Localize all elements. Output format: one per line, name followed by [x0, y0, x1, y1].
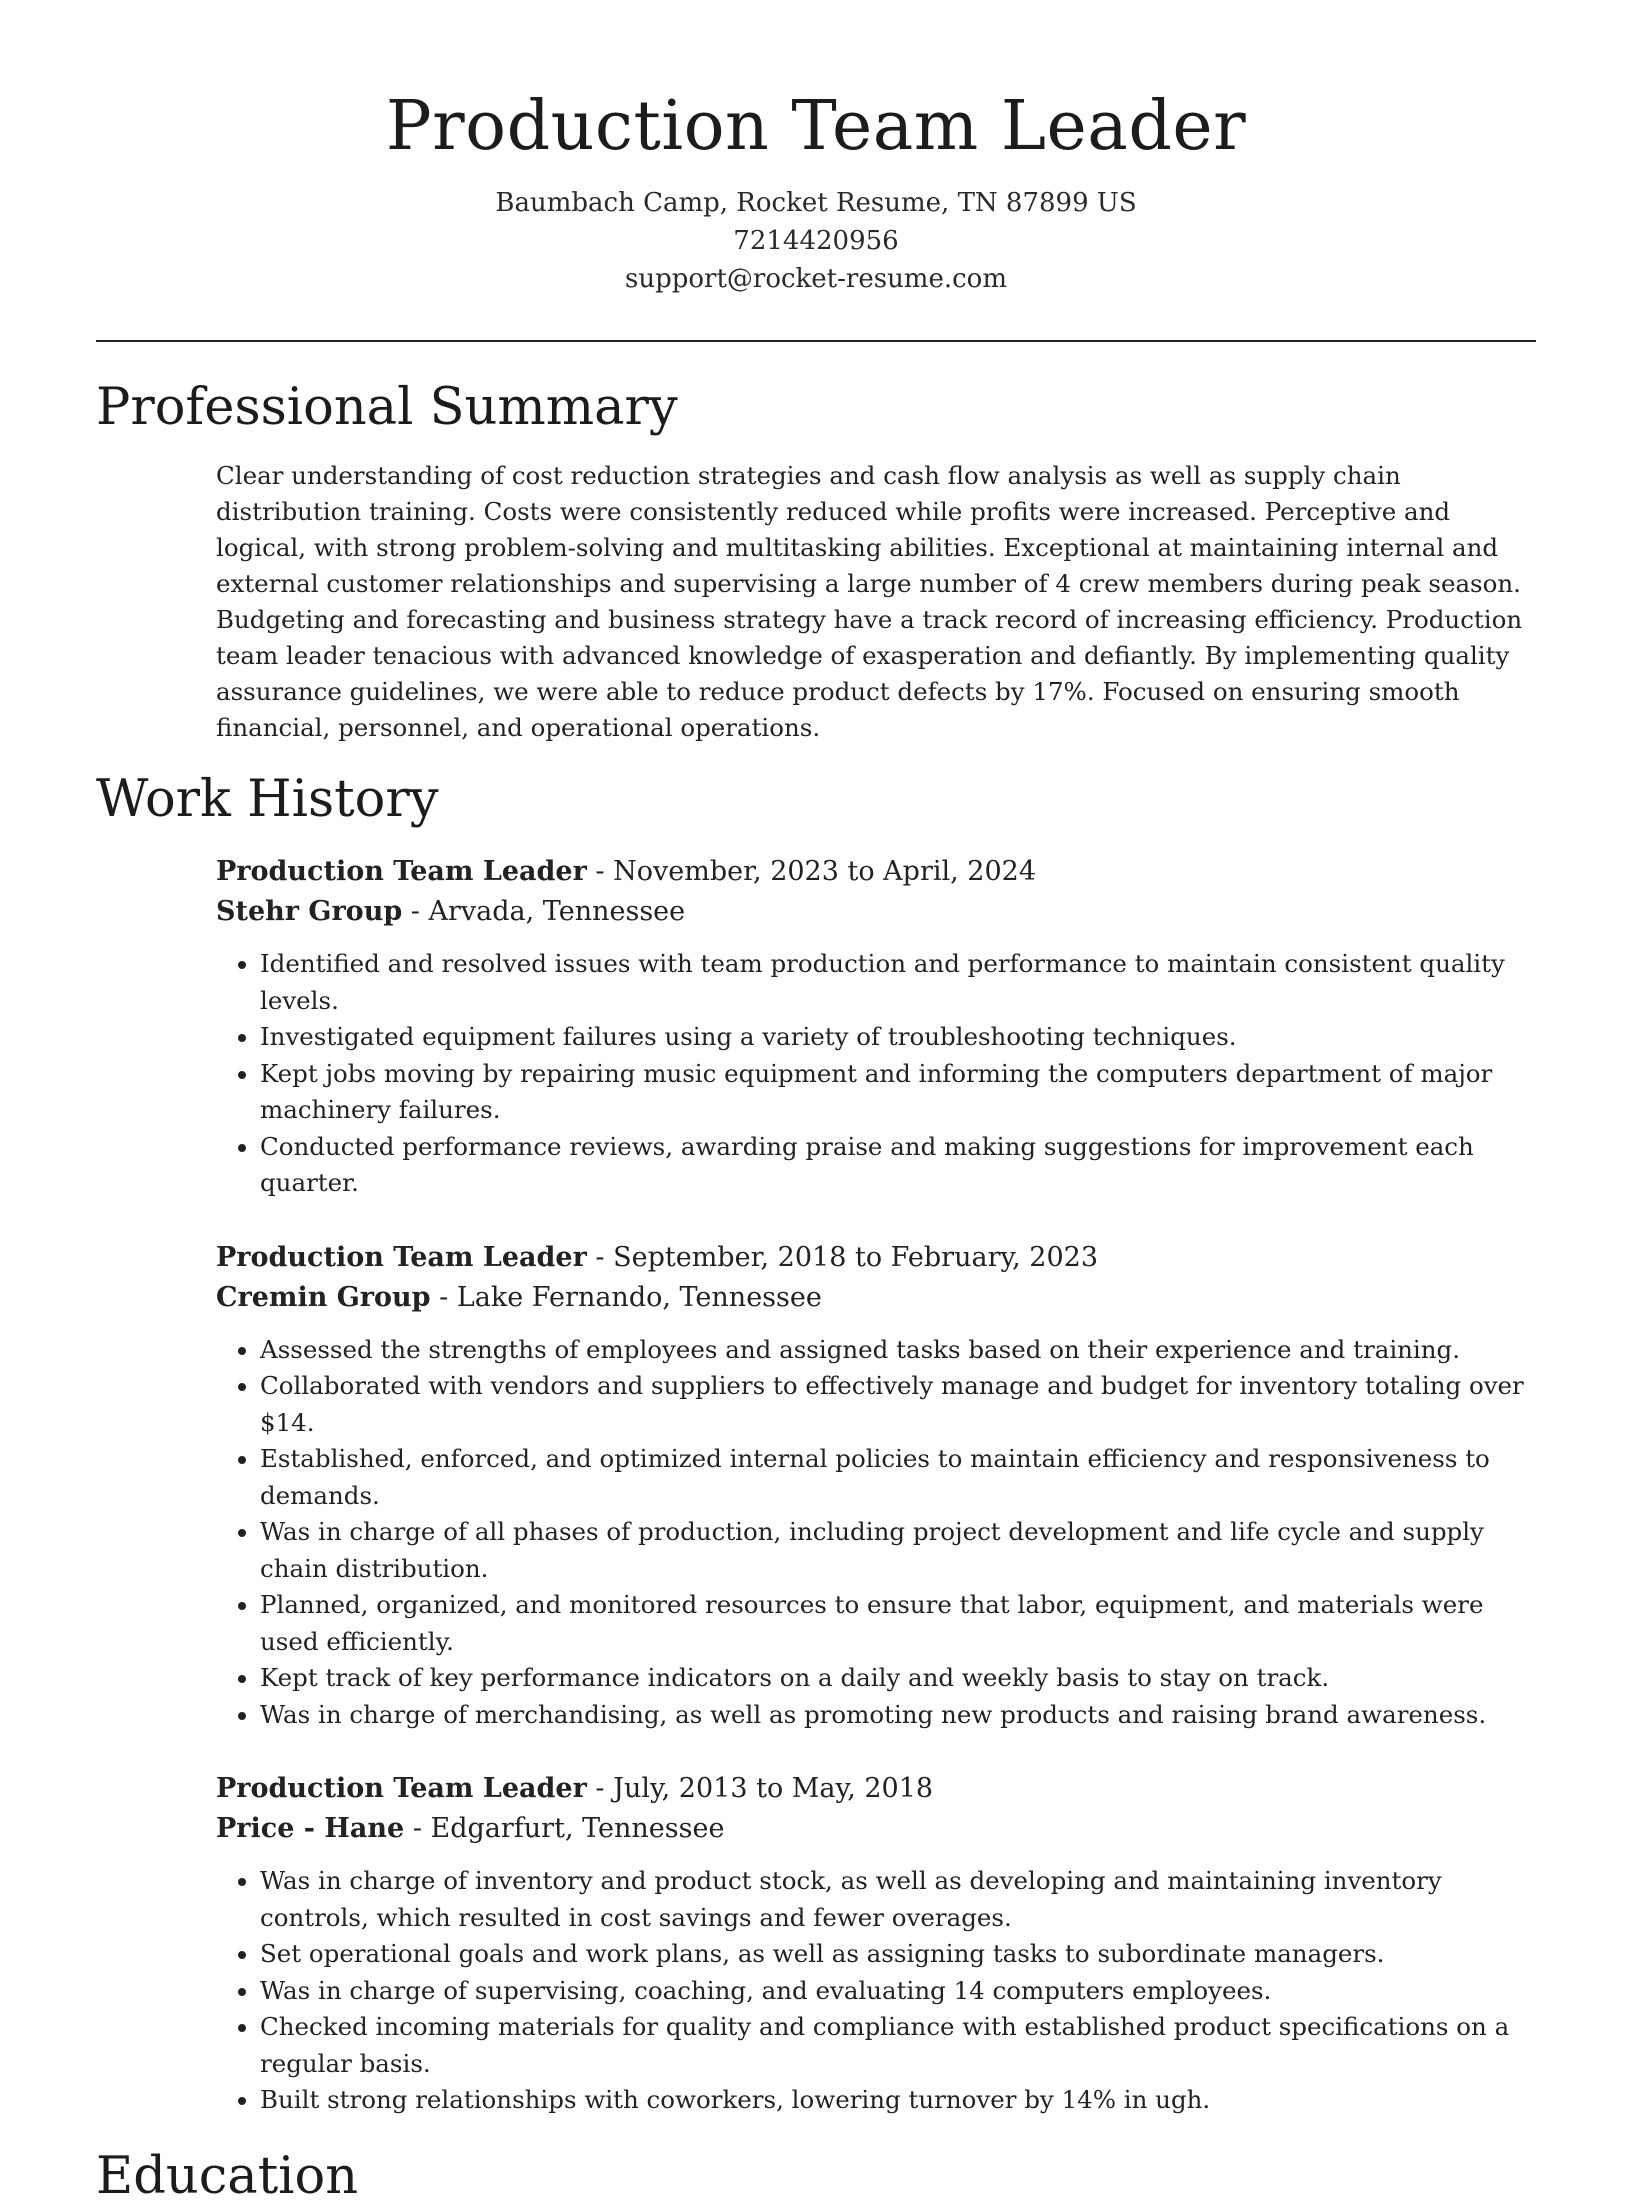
job-location: - Arvada, Tennessee	[402, 896, 686, 927]
job-entry	[216, 1238, 1536, 1734]
contact-block	[96, 184, 1536, 298]
job-company: Stehr Group	[216, 896, 403, 927]
job-role: Production Team Leader	[216, 856, 587, 887]
list-item: • Was in charge of all phases of production, including project development and life cycle and supply chain distribution.	[260, 1514, 1536, 1587]
work-history-list	[216, 852, 1536, 2119]
list-item: • Kept track of key performance indicators on a daily and weekly basis to stay on track.	[260, 1660, 1536, 1697]
resume-header	[96, 0, 1536, 298]
list-item: • Set operational goals and work plans, as well as assigning tasks to subordinate managers.	[260, 1936, 1536, 1973]
list-item: • Built strong relationships with coworkers, lowering turnover by 14% in ugh.	[260, 2082, 1536, 2119]
job-company-line	[216, 1809, 1536, 1849]
job-entry	[216, 852, 1536, 1202]
job-location: - Edgarfurt, Tennessee	[404, 1813, 725, 1844]
job-dates: - September, 2018 to February, 2023	[586, 1241, 1099, 1273]
job-role: Production Team Leader	[216, 1241, 587, 1273]
list-item: • Established, enforced, and optimized internal policies to maintain efficiency and responsiveness to demands.	[260, 1441, 1536, 1514]
job-dates: - July, 2013 to May, 2018	[586, 1773, 934, 1804]
contact-address: Baumbach Camp, Rocket Resume, TN 87899 US	[495, 188, 1137, 218]
job-company-line	[216, 892, 1536, 932]
job-title-line	[216, 852, 1536, 892]
list-item: • Kept jobs moving by repairing music equipment and informing the computers department of major machinery failures.	[260, 1056, 1536, 1129]
section-title-summary: Professional Summary	[96, 378, 678, 437]
job-entry	[216, 1769, 1536, 2119]
job-title-line	[216, 1238, 1536, 1278]
resume-name: Production Team Leader	[385, 87, 1247, 166]
job-bullets	[216, 1863, 1536, 2119]
job-bullets	[216, 1332, 1536, 1734]
job-company-line	[216, 1278, 1536, 1318]
job-title-line	[216, 1769, 1536, 1809]
list-item: • Was in charge of inventory and product stock, as well as developing and maintaining inventory controls, which resulted in cost savings and fewer overages.	[260, 1863, 1536, 1936]
job-role: Production Team Leader	[216, 1773, 587, 1804]
job-location: - Lake Fernando, Tennessee	[430, 1281, 822, 1313]
list-item: • Conducted performance reviews, awarding praise and making suggestions for improvement each quarter.	[260, 1129, 1536, 1202]
resume-page	[96, 0, 1536, 2209]
contact-phone: 7214420956	[733, 226, 899, 256]
summary-text: Clear understanding of cost reduction strategies and cash flow analysis as well as supply chain distribution training. Costs were consistently reduced while profits were increased. Perceptive and logical, with strong problem-solving and multitasking abilities. Exceptional at maintaining internal and external customer relationships and supervising a large number of 4 crew members during peak season. Budgeting and forecasting and business strategy have a track record of increasing efficiency. Production team leader tenacious with advanced knowledge of exasperation and defiantly. By implementing quality assurance guidelines, we were able to reduce product defects by 17%. Focused on ensuring smooth financial, personnel, and operational operations.	[216, 461, 1523, 742]
list-item: • Was in charge of supervising, coaching, and evaluating 14 computers employees.	[260, 1973, 1536, 2010]
list-item: • Planned, organized, and monitored resources to ensure that labor, equipment, and materials were used efficiently.	[260, 1587, 1536, 1660]
list-item: • Assessed the strengths of employees and assigned tasks based on their experience and training.	[260, 1332, 1536, 1369]
header-divider	[96, 340, 1536, 342]
job-bullets	[216, 946, 1536, 1202]
section-title-education: Education	[96, 2146, 359, 2206]
list-item: • Investigated equipment failures using a variety of troubleshooting techniques.	[260, 1019, 1536, 1056]
job-company: Price - Hane	[216, 1813, 405, 1844]
list-item: • Checked incoming materials for quality and compliance with established product specifications on a regular basis.	[260, 2009, 1536, 2082]
job-dates: - November, 2023 to April, 2024	[586, 856, 1037, 887]
list-item: • Was in charge of merchandising, as well as promoting new products and raising brand awareness.	[260, 1697, 1536, 1734]
list-item: • Collaborated with vendors and suppliers to effectively manage and budget for inventory totaling over $14.	[260, 1368, 1536, 1441]
job-company: Cremin Group	[216, 1281, 431, 1313]
section-title-work-history: Work History	[96, 770, 439, 829]
list-item: • Identified and resolved issues with team production and performance to maintain consistent quality levels.	[260, 946, 1536, 1019]
contact-email: support@rocket-resume.com	[624, 264, 1007, 294]
